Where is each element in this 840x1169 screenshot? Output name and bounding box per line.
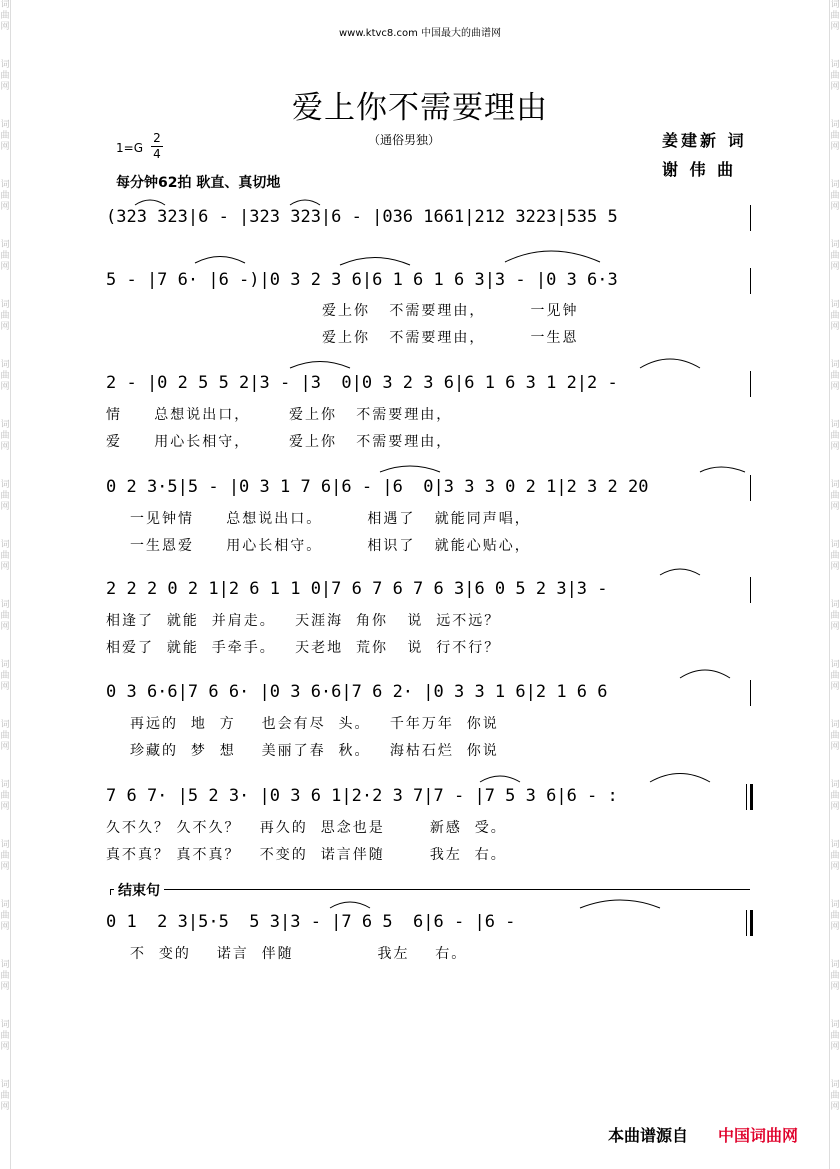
- notation-row: 0 2 3·5|5 - |0 3 1 7 6|6 - |6 0|3 3 3 0 2 1|2 3 2 20: [106, 477, 649, 497]
- watermark-text: 词 曲 网: [0, 480, 10, 512]
- lyric-verse-2: 爱 用心长相守， 爱上你 不需要理由，: [106, 434, 453, 450]
- watermark-text: 词 曲 网: [830, 600, 840, 632]
- watermark-text: 词 曲 网: [830, 0, 840, 32]
- slur: [700, 467, 745, 472]
- watermark-text: 词 曲 网: [830, 420, 840, 452]
- lyric-verse-1: 久不久？ 久不久？ 再久的 思念也是 新感 受。: [106, 820, 507, 836]
- watermark-text: 词 曲 网: [0, 900, 10, 932]
- notation-row: 2 - |0 2 5 5 2|3 - |3 0|0 3 2 3 6|6 1 6 3 1 2|2 -: [106, 373, 618, 393]
- watermark-text: 词 曲 网: [830, 660, 840, 692]
- coda-label: 结束句: [114, 880, 164, 900]
- slur: [480, 776, 520, 782]
- watermark-text: 词 曲 网: [0, 120, 10, 152]
- watermark-text: 词 曲 网: [0, 300, 10, 332]
- watermark-text: 词 曲 网: [0, 0, 10, 32]
- lyric-verse-1: 一见钟情 总想说出口。 相遇了 就能同声唱，: [130, 511, 531, 527]
- watermark-text: 词 曲 网: [0, 420, 10, 452]
- watermark-text: 词 曲 网: [0, 840, 10, 872]
- watermark-text: 词 曲 网: [0, 360, 10, 392]
- notation-row: (323 323|6 - |323 323|6 - |036 1661|212 3223|535 5: [106, 207, 618, 227]
- watermark-text: 词 曲 网: [0, 660, 10, 692]
- watermark-text: 词 曲 网: [830, 240, 840, 272]
- lyric-verse-2: 一生恩爱 用心长相守。 相识了 就能心贴心，: [130, 538, 531, 554]
- slur: [640, 359, 700, 368]
- key-signature: 1=G: [116, 141, 143, 155]
- watermark-text: 词 曲 网: [830, 1020, 840, 1052]
- slur: [660, 569, 700, 575]
- watermark-text: 词 曲 网: [830, 1080, 840, 1112]
- watermark-text: 词 曲 网: [0, 240, 10, 272]
- slur: [650, 774, 710, 783]
- watermark-text: 词 曲 网: [830, 900, 840, 932]
- lyric-verse-2: 珍藏的 梦 想 美丽了春 秋。 海枯石烂 你说: [130, 743, 499, 759]
- notation-row: 7 6 7· |5 2 3· |0 3 6 1|2·2 3 7|7 - |7 5 3 6|6 - :: [106, 786, 618, 806]
- watermark-text: 词 曲 网: [0, 720, 10, 752]
- slur: [290, 362, 350, 369]
- watermark-text: 词 曲 网: [830, 300, 840, 332]
- song-title: 爱上你不需要理由: [292, 90, 548, 126]
- slur: [135, 200, 165, 205]
- lyric-verse-1: 相逢了 就能 并肩走。 天涯海 角你 说 远不远？: [106, 613, 501, 629]
- watermark-text: 词 曲 网: [0, 1020, 10, 1052]
- lyric-verse-1: 再远的 地 方 也会有尽 头。 千年万年 你说: [130, 716, 499, 732]
- slur: [580, 900, 660, 908]
- slur: [290, 200, 320, 205]
- watermark-text: 词 曲 网: [0, 1080, 10, 1112]
- watermark-text: 词 曲 网: [830, 480, 840, 512]
- slur: [380, 466, 440, 472]
- notation-row: 5 - |7 6· |6 -)|0 3 2 3 6|6 1 6 1 6 3|3 - |0 3 6·3: [106, 270, 618, 290]
- watermark-text: 词 曲 网: [0, 780, 10, 812]
- watermark-text: 词 曲 网: [830, 180, 840, 212]
- watermark-text: 词 曲 网: [0, 180, 10, 212]
- lyricist-credit: 姜建新 词: [662, 131, 747, 150]
- slur: [505, 251, 600, 262]
- slur: [340, 258, 410, 266]
- watermark-text: 词 曲 网: [830, 360, 840, 392]
- watermark-text: 词 曲 网: [0, 600, 10, 632]
- watermark-text: 词 曲 网: [830, 120, 840, 152]
- lyric-verse-2: 真不真？ 真不真？ 不变的 诺言伴随 我左 右。: [106, 847, 507, 863]
- notation-row: 0 1 2 3|5·5 5 3|3 - |7 6 5 6|6 - |6 -: [106, 912, 516, 932]
- watermark-text: 词 曲 网: [0, 960, 10, 992]
- slur: [330, 902, 370, 908]
- watermark-text: 词 曲 网: [0, 540, 10, 572]
- tempo-marking: 每分钟62拍 耿直、真切地: [116, 175, 281, 191]
- slur: [680, 670, 730, 678]
- footer-source-label: 本曲谱源自: [608, 1126, 689, 1145]
- lyric-coda: 不 变的 诺言 伴随 我左 右。: [130, 946, 468, 962]
- composer-credit: 谢 伟 曲: [662, 160, 737, 179]
- lyric-verse-1: 情 总想说出口， 爱上你 不需要理由，: [106, 407, 453, 423]
- watermark-text: 词 曲 网: [830, 720, 840, 752]
- meter-top: 2: [153, 131, 161, 145]
- watermark-text: 词 曲 网: [830, 60, 840, 92]
- watermark-text: 词 曲 网: [830, 780, 840, 812]
- lyric-verse-2: 爱上你 不需要理由， 一生恩: [322, 330, 579, 346]
- watermark-text: 词 曲 网: [830, 840, 840, 872]
- notation-row: 2 2 2 0 2 1|2 6 1 1 0|7 6 7 6 7 6 3|6 0 5 2 3|3 -: [106, 579, 608, 599]
- lyric-verse-2: 相爱了 就能 手牵手。 天老地 荒你 说 行不行？: [106, 640, 501, 656]
- footer-site-link[interactable]: 中国词曲网: [718, 1126, 799, 1145]
- meter-bottom: 4: [153, 147, 161, 161]
- song-subtitle: （通俗男独）: [368, 133, 441, 147]
- watermark-text: 词 曲 网: [830, 960, 840, 992]
- notation-row: 0 3 6·6|7 6 6· |0 3 6·6|7 6 2· |0 3 3 1 6|2 1 6 6: [106, 682, 608, 702]
- site-header: www.ktvc8.com 中国最大的曲谱网: [338, 28, 501, 39]
- watermark-text: 词 曲 网: [830, 540, 840, 572]
- lyric-verse-1: 爱上你 不需要理由， 一见钟: [322, 303, 579, 319]
- watermark-text: 词 曲 网: [0, 60, 10, 92]
- slur: [195, 257, 245, 264]
